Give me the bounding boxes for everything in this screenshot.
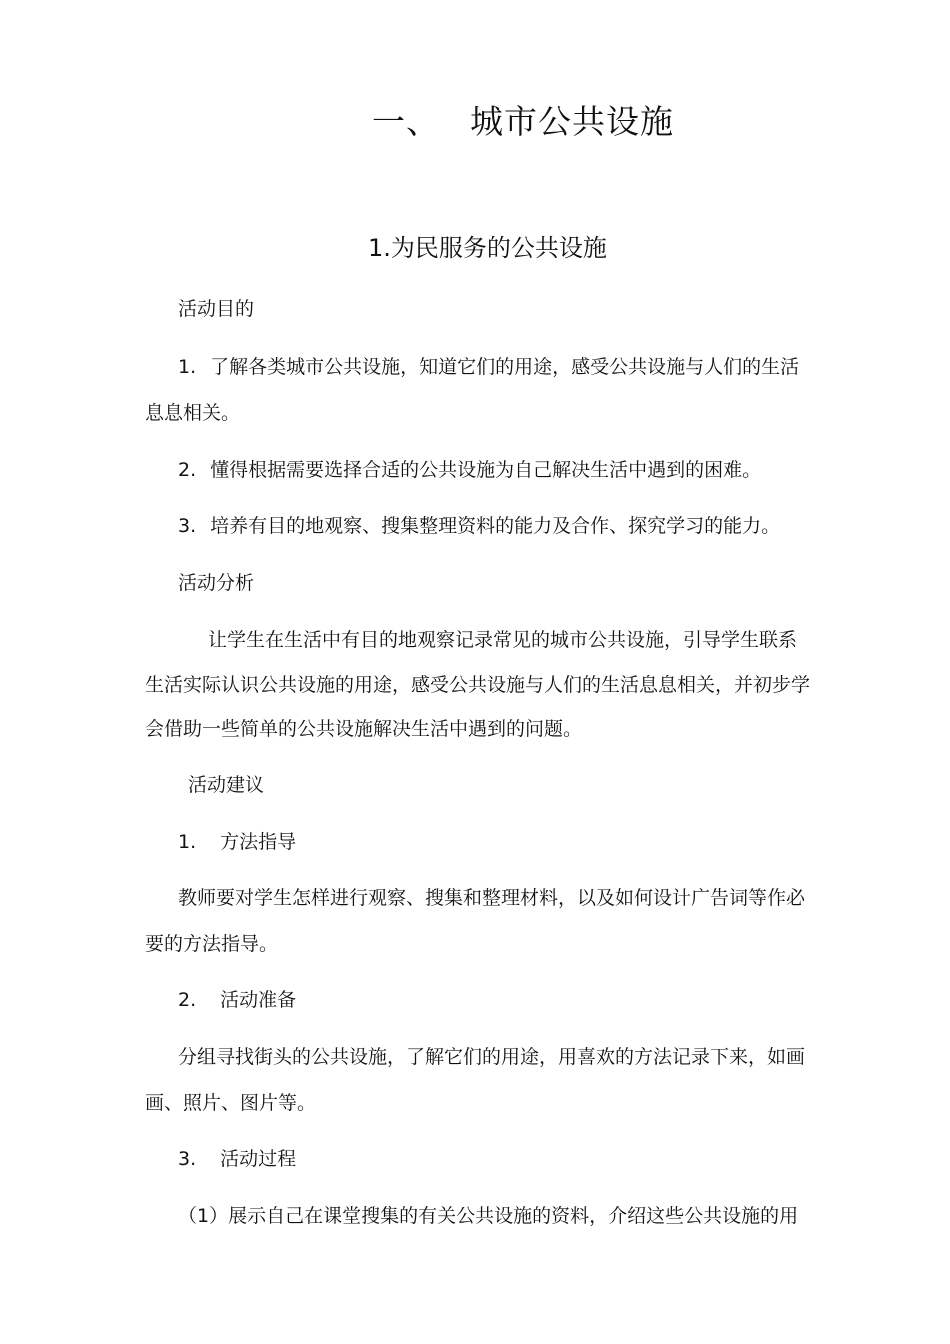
- analysis-line-1: 让学生在生活中有目的地观察记录常见的城市公共设施，引导学生联系: [208, 629, 798, 651]
- step-2-line-2: 画、照片、图片等。: [145, 1092, 317, 1114]
- step-1-number: 1.: [178, 831, 197, 853]
- step-2-label: 活动准备: [220, 989, 297, 1011]
- chapter-title: [372, 96, 674, 143]
- goal-1-line-2: 息息相关。: [145, 402, 241, 424]
- goal-2-text: 懂得根据需要选择合适的公共设施为自己解决生活中遇到的困难。: [210, 459, 762, 481]
- goal-1-line-1: [178, 358, 799, 377]
- step-1-heading: [178, 833, 296, 852]
- heading-activity-suggestion: 活动建议: [188, 774, 265, 796]
- goal-3-number: 3.: [178, 515, 197, 537]
- goal-3-text: 培养有目的地观察、搜集整理资料的能力及合作、探究学习的能力。: [210, 515, 781, 537]
- step-2-line-1: 分组寻找街头的公共设施，了解它们的用途，用喜欢的方法记录下来，如画: [178, 1046, 806, 1068]
- step-1-line-1: 教师要对学生怎样进行观察、搜集和整理材料，以及如何设计广告词等作必: [178, 887, 806, 909]
- step-1-label: 方法指导: [220, 831, 297, 853]
- step-2-heading: [178, 991, 296, 1010]
- analysis-line-3: 会借助一些简单的公共设施解决生活中遇到的问题。: [145, 718, 583, 740]
- heading-activity-goal: 活动目的: [178, 298, 255, 320]
- step-3-heading: [178, 1150, 296, 1169]
- goal-2: [178, 461, 761, 480]
- chapter-title-text: 城市公共设施: [470, 102, 674, 141]
- goal-1-text: 了解各类城市公共设施，知道它们的用途，感受公共设施与人们的生活: [210, 356, 800, 378]
- goal-2-number: 2.: [178, 459, 197, 481]
- step-2-number: 2.: [178, 989, 197, 1011]
- step-3-number: 3.: [178, 1148, 197, 1170]
- section-title: 1.为民服务的公共设施: [368, 234, 607, 262]
- step-1-line-2: 要的方法指导。: [145, 933, 279, 955]
- goal-1-number: 1.: [178, 356, 197, 378]
- step-3-line-1: （1）展示自己在课堂搜集的有关公共设施的资料，介绍这些公共设施的用: [178, 1205, 799, 1227]
- goal-3: [178, 517, 780, 536]
- heading-activity-analysis: 活动分析: [178, 572, 255, 594]
- chapter-number: 一、: [372, 102, 440, 141]
- analysis-line-2: 生活实际认识公共设施的用途，感受公共设施与人们的生活息息相关，并初步学: [145, 674, 811, 696]
- step-3-label: 活动过程: [220, 1148, 297, 1170]
